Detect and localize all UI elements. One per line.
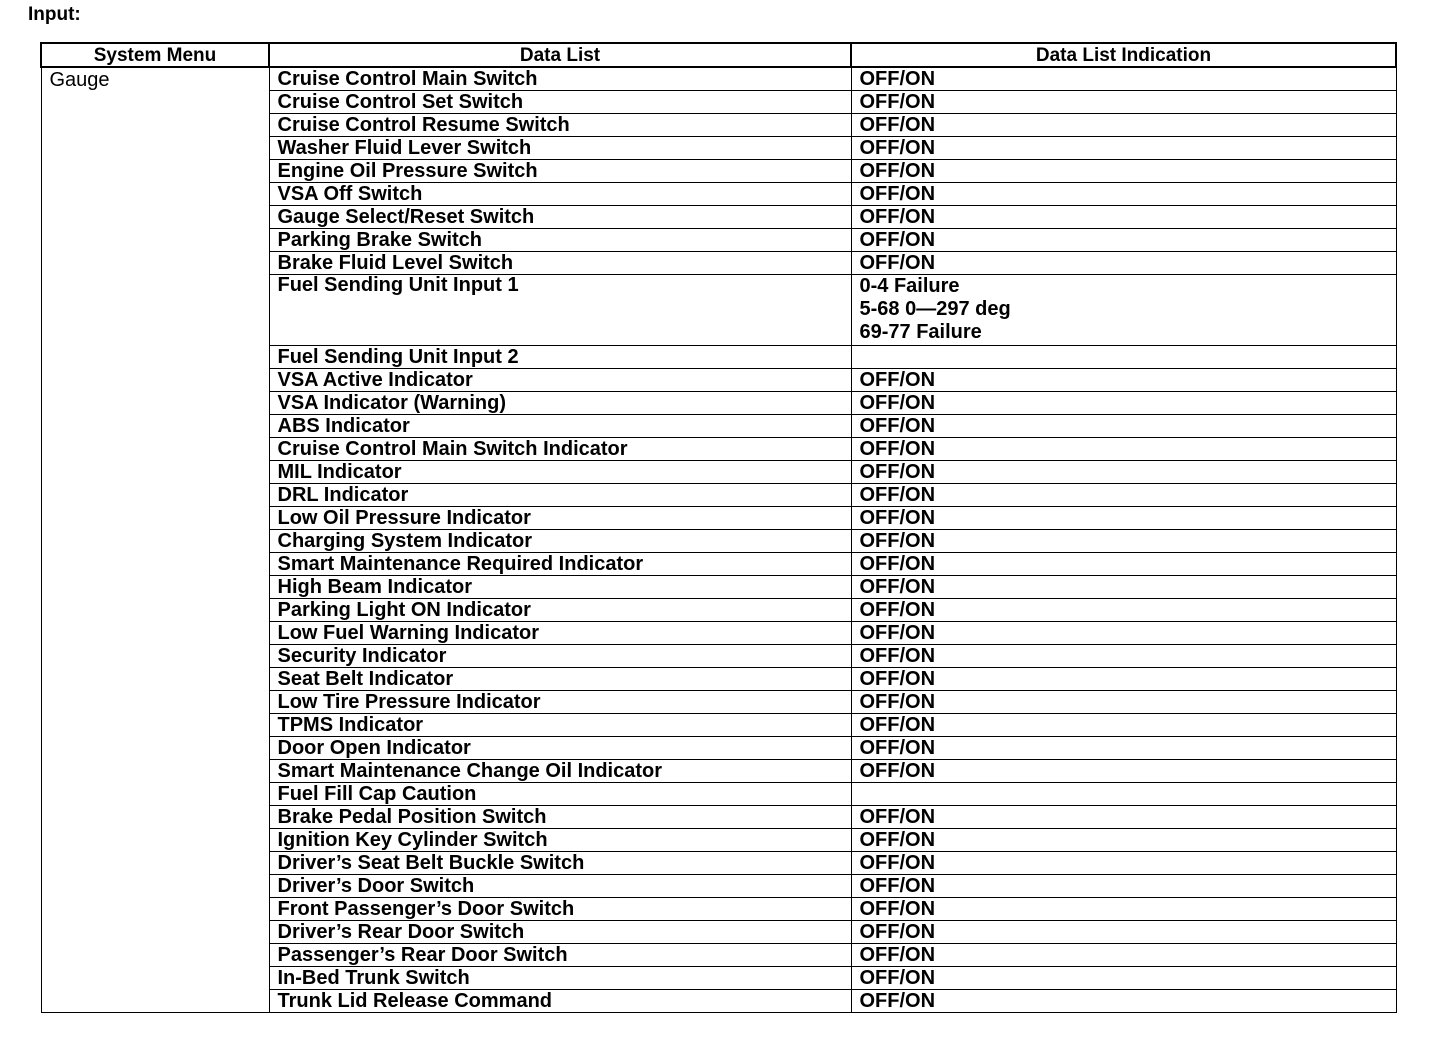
indication-cell: OFF/ON	[851, 714, 1396, 737]
data-list-item: In-Bed Trunk Switch	[269, 967, 851, 990]
table-header-row	[41, 43, 1396, 67]
data-list-item: Security Indicator	[269, 645, 851, 668]
data-list-item: TPMS Indicator	[269, 714, 851, 737]
indication-cell: OFF/ON	[851, 91, 1396, 114]
data-list-item: Gauge Select/Reset Switch	[269, 206, 851, 229]
indication-cell: OFF/ON	[851, 183, 1396, 206]
data-list-item: Front Passenger’s Door Switch	[269, 898, 851, 921]
data-list-item: Brake Pedal Position Switch	[269, 806, 851, 829]
indication-line: 0-4 Failure	[859, 275, 960, 297]
header-system-menu: System Menu	[41, 43, 269, 67]
indication-cell: OFF/ON	[851, 553, 1396, 576]
indication-cell: OFF/ON	[851, 829, 1396, 852]
header-indication: Data List Indication	[851, 43, 1396, 67]
indication-cell: OFF/ON	[851, 114, 1396, 137]
data-list-item: Cruise Control Resume Switch	[269, 114, 851, 137]
indication-cell: OFF/ON	[851, 137, 1396, 160]
data-list-item: Smart Maintenance Required Indicator	[269, 553, 851, 576]
indication-cell: OFF/ON	[851, 392, 1396, 415]
data-list-item: Trunk Lid Release Command	[269, 990, 851, 1013]
indication-cell: OFF/ON	[851, 576, 1396, 599]
indication-cell: OFF/ON	[851, 760, 1396, 783]
data-list-item: VSA Off Switch	[269, 183, 851, 206]
indication-cell: OFF/ON	[851, 806, 1396, 829]
indication-cell: OFF/ON	[851, 438, 1396, 461]
table-body	[41, 67, 1396, 1013]
indication-cell: OFF/ON	[851, 252, 1396, 275]
data-list-item: Charging System Indicator	[269, 530, 851, 553]
data-list-item: Fuel Sending Unit Input 2	[269, 346, 851, 369]
indication-cell: OFF/ON	[851, 967, 1396, 990]
data-list-item: Smart Maintenance Change Oil Indicator	[269, 760, 851, 783]
indication-cell	[851, 783, 1396, 806]
data-list-item: Fuel Fill Cap Caution	[269, 783, 851, 806]
data-list-item: VSA Indicator (Warning)	[269, 392, 851, 415]
data-list-item: Cruise Control Main Switch	[269, 67, 851, 91]
data-list-item: Brake Fluid Level Switch	[269, 252, 851, 275]
indication-cell	[851, 346, 1396, 369]
data-list-item: Cruise Control Main Switch Indicator	[269, 438, 851, 461]
indication-cell	[851, 275, 1396, 346]
data-list-item: Driver’s Door Switch	[269, 875, 851, 898]
indication-line: 5-68 0—297 deg	[859, 298, 1011, 320]
indication-cell: OFF/ON	[851, 898, 1396, 921]
data-list-item: Engine Oil Pressure Switch	[269, 160, 851, 183]
data-list-item: Parking Brake Switch	[269, 229, 851, 252]
section-label: Input:	[28, 4, 81, 25]
header-data-list: Data List	[269, 43, 851, 67]
indication-cell: OFF/ON	[851, 875, 1396, 898]
data-list-item: Fuel Sending Unit Input 1	[269, 275, 851, 346]
indication-line: 69-77 Failure	[859, 321, 982, 343]
indication-cell: OFF/ON	[851, 622, 1396, 645]
data-list-item: Seat Belt Indicator	[269, 668, 851, 691]
indication-cell: OFF/ON	[851, 990, 1396, 1013]
input-data-table	[40, 42, 1397, 1013]
indication-cell: OFF/ON	[851, 507, 1396, 530]
indication-cell: OFF/ON	[851, 369, 1396, 392]
indication-cell: OFF/ON	[851, 645, 1396, 668]
data-list-item: High Beam Indicator	[269, 576, 851, 599]
indication-cell: OFF/ON	[851, 921, 1396, 944]
data-list-item: Low Oil Pressure Indicator	[269, 507, 851, 530]
indication-cell: OFF/ON	[851, 737, 1396, 760]
data-list-item: Ignition Key Cylinder Switch	[269, 829, 851, 852]
data-list-item: Passenger’s Rear Door Switch	[269, 944, 851, 967]
data-list-item: Low Tire Pressure Indicator	[269, 691, 851, 714]
data-list-item: VSA Active Indicator	[269, 369, 851, 392]
data-list-item: Parking Light ON Indicator	[269, 599, 851, 622]
table-row	[41, 67, 1396, 91]
data-list-item: Driver’s Seat Belt Buckle Switch	[269, 852, 851, 875]
indication-cell: OFF/ON	[851, 530, 1396, 553]
indication-cell: OFF/ON	[851, 160, 1396, 183]
indication-cell: OFF/ON	[851, 691, 1396, 714]
indication-cell: OFF/ON	[851, 944, 1396, 967]
data-list-item: DRL Indicator	[269, 484, 851, 507]
data-list-item: Washer Fluid Lever Switch	[269, 137, 851, 160]
indication-cell: OFF/ON	[851, 852, 1396, 875]
data-list-item: Driver’s Rear Door Switch	[269, 921, 851, 944]
indication-cell: OFF/ON	[851, 206, 1396, 229]
data-list-item: Cruise Control Set Switch	[269, 91, 851, 114]
data-list-item: MIL Indicator	[269, 461, 851, 484]
system-menu-cell: Gauge	[41, 67, 269, 1013]
indication-cell: OFF/ON	[851, 67, 1396, 91]
indication-cell: OFF/ON	[851, 461, 1396, 484]
data-list-item: Door Open Indicator	[269, 737, 851, 760]
data-list-item: Low Fuel Warning Indicator	[269, 622, 851, 645]
indication-cell: OFF/ON	[851, 484, 1396, 507]
indication-cell: OFF/ON	[851, 229, 1396, 252]
data-list-item: ABS Indicator	[269, 415, 851, 438]
indication-cell: OFF/ON	[851, 415, 1396, 438]
indication-cell: OFF/ON	[851, 668, 1396, 691]
indication-cell: OFF/ON	[851, 599, 1396, 622]
